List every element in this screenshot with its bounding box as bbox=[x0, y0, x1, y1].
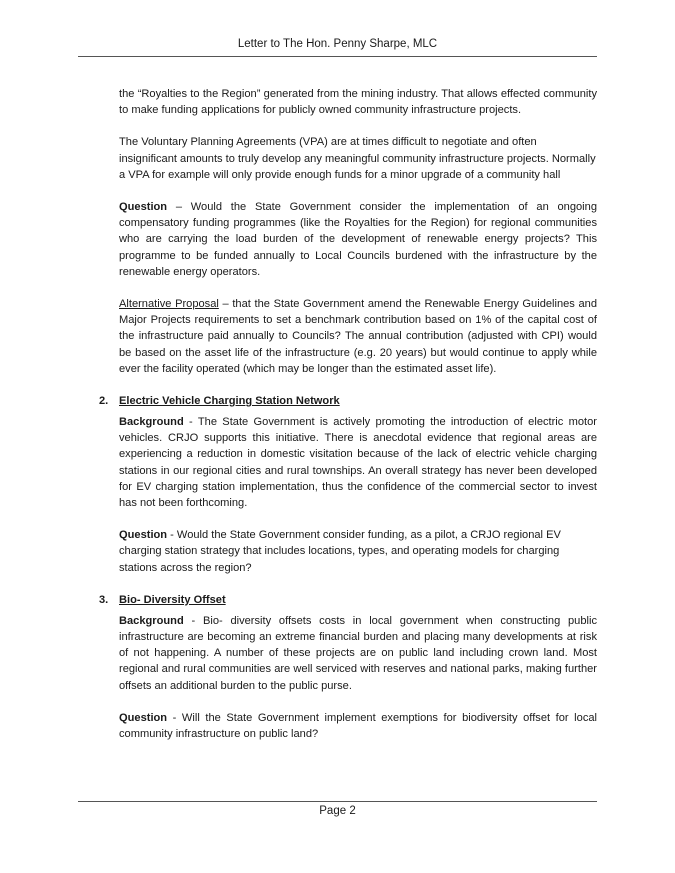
question-label: Question bbox=[119, 711, 168, 724]
question-label: Question bbox=[119, 201, 168, 214]
footer-divider bbox=[78, 801, 597, 802]
paragraph-vpa: The Voluntary Planning Agreements (VPA) are at times difficult to negotiate and often insignificant amounts to truly develop any meaningful community infrastructure projects. Normally a VPA for example will only provide enough funds for a minor upgrade of a community hall bbox=[119, 136, 596, 181]
paragraph-biodiversity-background bbox=[119, 613, 597, 694]
paragraph-biodiversity-question bbox=[119, 710, 597, 742]
alternative-proposal-text: – that the State Government amend the Renewable Energy Guidelines and Major Projects requirements to set a benchmark contribution based on 1% of the capital cost of the infrastructure paid annually to Councils? The annual contribution (adjusted with CPI) would be based on the asset life of the infrastructure (e.g. 20 years) but would continue to apply while ever the facility operated (which may be longer than the estimated asset life). bbox=[119, 298, 598, 375]
section-title: Bio- Diversity Offset bbox=[119, 593, 226, 606]
section-number: 2. bbox=[99, 395, 109, 408]
paragraph-ev-question bbox=[119, 527, 597, 576]
background-label: Background bbox=[119, 614, 184, 627]
letter-body bbox=[99, 86, 598, 758]
question-text: – Would the State Government consider the implementation of an ongoing compensatory funding programmes (like the Royalties for the Region) for regional communities who are carrying the load burden of the development of renewable energy projects? This programme to be funded annually to Local Councils burdened with the infrastructure by the renewable energy operators. bbox=[119, 201, 597, 278]
question-label: Question bbox=[119, 529, 168, 542]
paragraph-alternative-proposal bbox=[119, 296, 597, 377]
paragraph-royalties: the “Royalties to the Region” generated from the mining industry. That allows effected community to make funding applications for publicly owned community infrastructure projects. bbox=[119, 88, 597, 117]
section-title: Electric Vehicle Charging Station Network bbox=[119, 395, 340, 408]
page-header: Letter to The Hon. Penny Sharpe, MLC bbox=[237, 38, 438, 50]
section-heading-biodiversity bbox=[99, 592, 597, 608]
paragraph-ev-background bbox=[119, 414, 597, 511]
question-text: - Would the State Government consider funding, as a pilot, a CRJO regional EV charging station strategy that includes locations, types, and operating models for charging stations across the region? bbox=[119, 529, 561, 574]
background-text: - Bio- diversity offsets costs in local government when constructing public infrastructure are becoming an extreme financial burden and placing many developments at risk of not happening. A number of these projects are on public land including crown land. Most regional and rural communities are well serviced with reserves and national parks, making further offsets an additional burden to the public purse. bbox=[119, 614, 597, 692]
section-number: 3. bbox=[99, 593, 109, 606]
background-text: - The State Government is actively promoting the introduction of electric motor vehicles. CRJO supports this initiative. There is anecdotal evidence that regional areas are experiencing a reduction in domestic visitation because of the lack of electric vehicle charging stations in our regional cities and rural townships. An overall strategy has never been developed for EV charging station implementation, thus the confidence of the commercial sector to invest has not been forthcoming. bbox=[119, 416, 597, 510]
alternative-proposal-label: Alternative Proposal bbox=[119, 298, 219, 311]
question-text: - Will the State Government implement exemptions for biodiversity offset for local community infrastructure on public land? bbox=[119, 711, 597, 741]
background-label: Background bbox=[119, 416, 184, 429]
page-number: Page 2 bbox=[319, 805, 356, 817]
section-heading-ev bbox=[99, 393, 597, 409]
header-divider bbox=[78, 56, 597, 57]
paragraph-question-1 bbox=[119, 199, 597, 280]
